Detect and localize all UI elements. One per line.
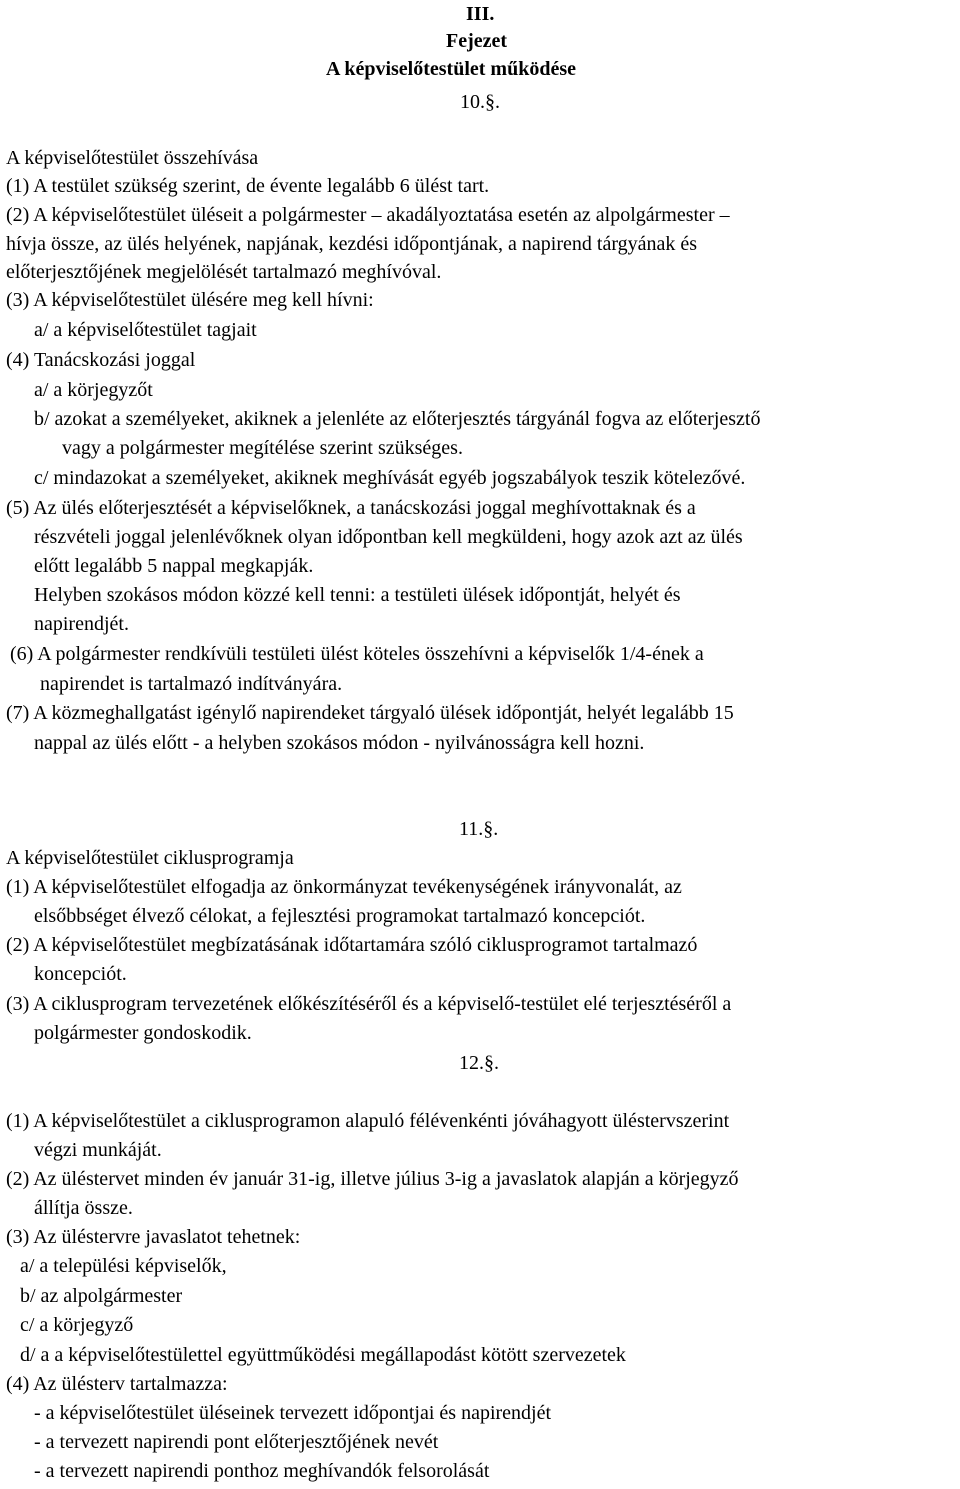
- paragraph-line: (3) A képviselőtestület ülésére meg kell hívni:: [6, 289, 374, 311]
- paragraph-line: (4) Az ülésterv tartalmazza:: [6, 1373, 228, 1395]
- paragraph-line: előterjesztőjének megjelölését tartalmazó meghívóval.: [6, 261, 442, 283]
- paragraph-line: napirendet is tartalmazó indítványára.: [40, 673, 343, 695]
- paragraph-line: Helyben szokásos módon közzé kell tenni: a testületi ülések időpontját, helyét és: [34, 584, 681, 606]
- paragraph-line: - a képviselőtestület üléseinek tervezett időpontjai és napirendjét: [34, 1402, 552, 1424]
- section-11-number: 11.§.: [459, 818, 499, 840]
- chapter-number: III.: [466, 3, 495, 25]
- paragraph-line: hívja össze, az ülés helyének, napjának, kezdési időpontjának, a napirend tárgyának és: [6, 233, 698, 255]
- paragraph-line: b/ az alpolgármester: [20, 1285, 183, 1307]
- section-10-heading: A képviselőtestület összehívása: [6, 147, 259, 169]
- section-10-number: 10.§.: [460, 91, 500, 113]
- paragraph-line: állítja össze.: [34, 1197, 133, 1219]
- paragraph-line: - a tervezett napirendi pont előterjesztőjének nevét: [34, 1431, 439, 1453]
- section-12-number: 12.§.: [459, 1052, 499, 1074]
- paragraph-line: b/ azokat a személyeket, akiknek a jelenléte az előterjesztés tárgyánál fogva az előterjesztő: [34, 408, 761, 430]
- paragraph-line: vagy a polgármester megítélése szerint szükséges.: [62, 437, 463, 459]
- paragraph-line: (2) A képviselőtestület üléseit a polgármester – akadályoztatása esetén az alpolgármester –: [6, 204, 730, 226]
- paragraph-line: a/ a települési képviselők,: [20, 1255, 227, 1277]
- paragraph-line: (2) A képviselőtestület megbízatásának időtartamára szóló ciklusprogramot tartalmazó: [6, 934, 698, 956]
- paragraph-line: (4) Tanácskozási joggal: [6, 349, 196, 371]
- paragraph-line: (1) A képviselőtestület a ciklusprogramon alapuló félévenkénti jóváhagyott üléstervszerint: [6, 1110, 730, 1132]
- paragraph-line: (2) Az üléstervet minden év január 31-ig, illetve július 3-ig a javaslatok alapján a körjegyző: [6, 1168, 739, 1190]
- paragraph-line: elsőbbséget élvező célokat, a fejlesztési programokat tartalmazó koncepciót.: [34, 905, 646, 927]
- paragraph-line: koncepciót.: [34, 963, 127, 985]
- paragraph-line: napirendjét.: [34, 613, 129, 635]
- chapter-word: Fejezet: [446, 30, 508, 52]
- paragraph-line: (1) A képviselőtestület elfogadja az önkormányzat tevékenységének irányvonalát, az: [6, 876, 682, 898]
- paragraph-line: részvételi joggal jelenlévőknek olyan időpontban kell megküldeni, hogy azok azt az ülés: [34, 526, 743, 548]
- paragraph-line: (7) A közmeghallgatást igénylő napirendeket tárgyaló ülések időpontját, helyét legalább 15: [6, 702, 734, 724]
- paragraph-line: (3) A ciklusprogram tervezetének előkészítéséről és a képviselő-testület elé terjesztéséről a: [6, 993, 732, 1015]
- paragraph-line: nappal az ülés előtt - a helyben szokásos módon - nyilvánosságra kell hozni.: [34, 732, 645, 754]
- paragraph-line: d/ a a képviselőtestülettel együttműködési megállapodást kötött szervezetek: [20, 1344, 626, 1366]
- paragraph-line: (5) Az ülés előterjesztését a képviselőknek, a tanácskozási joggal meghívottaknak és a: [6, 497, 696, 519]
- paragraph-line: a/ a körjegyzőt: [34, 379, 153, 401]
- paragraph-line: (3) Az üléstervre javaslatot tehetnek:: [6, 1226, 301, 1248]
- paragraph-line: végzi munkáját.: [34, 1139, 162, 1161]
- paragraph-line: a/ a képviselőtestület tagjait: [34, 319, 257, 341]
- paragraph-line: c/ mindazokat a személyeket, akiknek meghívását egyéb jogszabályok teszik kötelezővé.: [34, 467, 746, 489]
- paragraph-line: (6) A polgármester rendkívüli testületi ülést köteles összehívni a képviselők 1/4-ének a: [10, 643, 704, 665]
- paragraph-line: előtt legalább 5 nappal megkapják.: [34, 555, 314, 577]
- section-11-heading: A képviselőtestület ciklusprogramja: [6, 847, 294, 869]
- chapter-title: A képviselőtestület működése: [326, 58, 576, 80]
- paragraph-line: polgármester gondoskodik.: [34, 1022, 252, 1044]
- paragraph-line: c/ a körjegyző: [20, 1314, 134, 1336]
- paragraph-line: - a tervezett napirendi ponthoz meghívandók felsorolását: [34, 1460, 490, 1482]
- paragraph-line: (1) A testület szükség szerint, de évente legalább 6 ülést tart.: [6, 175, 490, 197]
